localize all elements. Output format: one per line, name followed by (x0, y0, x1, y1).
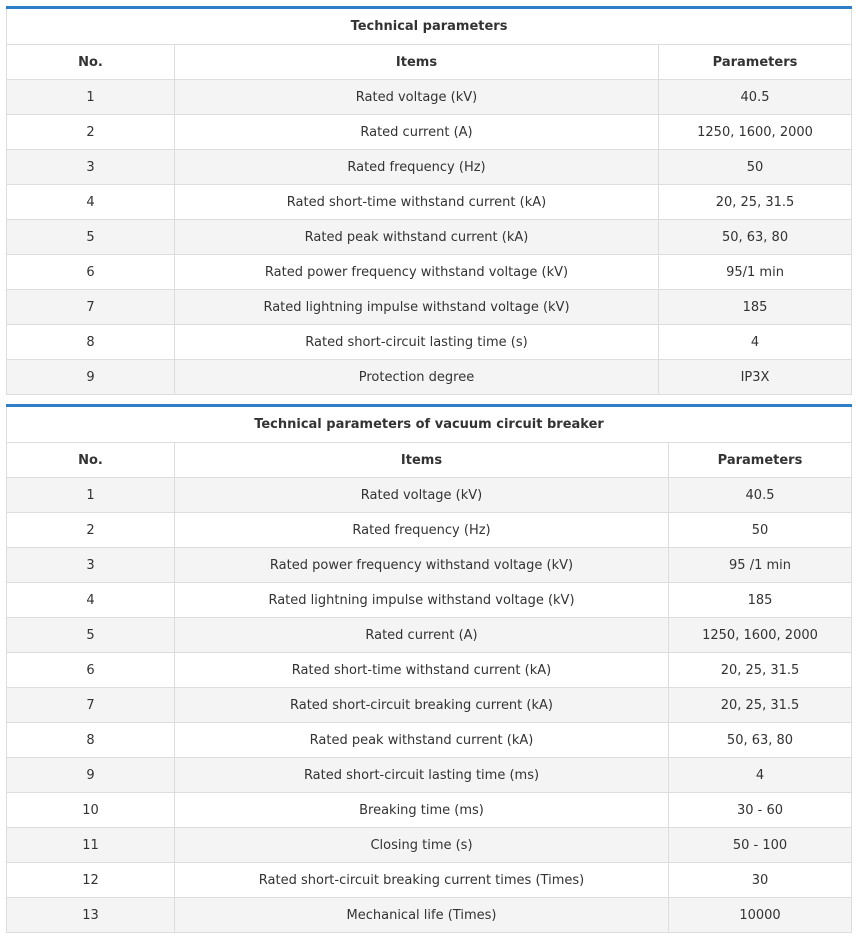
table-row (7, 828, 852, 863)
cell-item: Rated short-time withstand current (kA) (175, 185, 659, 220)
header-no: No. (7, 45, 175, 80)
cell-parameter: 50 (669, 513, 852, 548)
table-title: Technical parameters (7, 8, 852, 45)
cell-item: Rated voltage (kV) (175, 80, 659, 115)
cell-parameter: 20, 25, 31.5 (669, 653, 852, 688)
table-row (7, 653, 852, 688)
table-row (7, 723, 852, 758)
table-title: Technical parameters of vacuum circuit breaker (7, 406, 852, 443)
cell-parameter: 4 (669, 758, 852, 793)
cell-parameter: 95/1 min (659, 255, 852, 290)
table-row (7, 150, 852, 185)
cell-item: Rated power frequency withstand voltage (kV) (175, 255, 659, 290)
cell-parameter: 1250, 1600, 2000 (669, 618, 852, 653)
cell-parameter: 20, 25, 31.5 (659, 185, 852, 220)
table-row (7, 478, 852, 513)
cell-item: Rated short-circuit breaking current times (Times) (175, 863, 669, 898)
header-no: No. (7, 443, 175, 478)
cell-parameter: 10000 (669, 898, 852, 933)
cell-parameter: 4 (659, 325, 852, 360)
vacuum-circuit-breaker-table (6, 404, 852, 933)
cell-no: 12 (7, 863, 175, 898)
cell-item: Rated frequency (Hz) (175, 150, 659, 185)
cell-parameter: 50, 63, 80 (659, 220, 852, 255)
table-row (7, 793, 852, 828)
cell-no: 8 (7, 325, 175, 360)
cell-item: Rated lightning impulse withstand voltage (kV) (175, 290, 659, 325)
cell-parameter: 40.5 (659, 80, 852, 115)
cell-parameter: 1250, 1600, 2000 (659, 115, 852, 150)
cell-parameter: 20, 25, 31.5 (669, 688, 852, 723)
technical-parameters-table (6, 6, 852, 395)
cell-parameter: 95 /1 min (669, 548, 852, 583)
cell-no: 9 (7, 758, 175, 793)
table-row (7, 513, 852, 548)
cell-item: Rated voltage (kV) (175, 478, 669, 513)
table-row (7, 80, 852, 115)
cell-no: 7 (7, 688, 175, 723)
cell-parameter: 50 (659, 150, 852, 185)
table-row (7, 115, 852, 150)
header-items: Items (175, 45, 659, 80)
cell-parameter: IP3X (659, 360, 852, 395)
cell-no: 8 (7, 723, 175, 758)
table-row (7, 583, 852, 618)
cell-item: Rated power frequency withstand voltage (kV) (175, 548, 669, 583)
cell-item: Rated current (A) (175, 618, 669, 653)
cell-no: 10 (7, 793, 175, 828)
cell-item: Rated peak withstand current (kA) (175, 723, 669, 758)
cell-parameter: 185 (659, 290, 852, 325)
cell-item: Mechanical life (Times) (175, 898, 669, 933)
cell-no: 5 (7, 618, 175, 653)
cell-item: Rated peak withstand current (kA) (175, 220, 659, 255)
table-row (7, 220, 852, 255)
table-row (7, 688, 852, 723)
cell-parameter: 30 (669, 863, 852, 898)
cell-no: 1 (7, 80, 175, 115)
cell-no: 2 (7, 513, 175, 548)
cell-item: Rated current (A) (175, 115, 659, 150)
header-parameters: Parameters (659, 45, 852, 80)
cell-no: 13 (7, 898, 175, 933)
table-row (7, 325, 852, 360)
cell-no: 11 (7, 828, 175, 863)
cell-no: 1 (7, 478, 175, 513)
cell-item: Rated short-time withstand current (kA) (175, 653, 669, 688)
table-body (7, 478, 852, 933)
table-row (7, 255, 852, 290)
table-row (7, 758, 852, 793)
table-row (7, 185, 852, 220)
cell-item: Rated short-circuit lasting time (s) (175, 325, 659, 360)
cell-item: Rated lightning impulse withstand voltage (kV) (175, 583, 669, 618)
cell-no: 3 (7, 150, 175, 185)
cell-no: 6 (7, 653, 175, 688)
header-items: Items (175, 443, 669, 478)
table-row (7, 548, 852, 583)
cell-item: Rated short-circuit breaking current (kA) (175, 688, 669, 723)
cell-no: 9 (7, 360, 175, 395)
table-row (7, 898, 852, 933)
cell-no: 2 (7, 115, 175, 150)
cell-item: Breaking time (ms) (175, 793, 669, 828)
cell-parameter: 185 (669, 583, 852, 618)
cell-no: 3 (7, 548, 175, 583)
cell-parameter: 50, 63, 80 (669, 723, 852, 758)
cell-no: 6 (7, 255, 175, 290)
cell-no: 4 (7, 583, 175, 618)
cell-no: 5 (7, 220, 175, 255)
cell-parameter: 40.5 (669, 478, 852, 513)
cell-item: Rated short-circuit lasting time (ms) (175, 758, 669, 793)
table-row (7, 360, 852, 395)
table-row (7, 618, 852, 653)
cell-no: 7 (7, 290, 175, 325)
cell-parameter: 30 - 60 (669, 793, 852, 828)
table-row (7, 290, 852, 325)
cell-item: Protection degree (175, 360, 659, 395)
header-parameters: Parameters (669, 443, 852, 478)
table-body (7, 80, 852, 395)
cell-item: Rated frequency (Hz) (175, 513, 669, 548)
cell-item: Closing time (s) (175, 828, 669, 863)
cell-parameter: 50 - 100 (669, 828, 852, 863)
table-row (7, 863, 852, 898)
cell-no: 4 (7, 185, 175, 220)
